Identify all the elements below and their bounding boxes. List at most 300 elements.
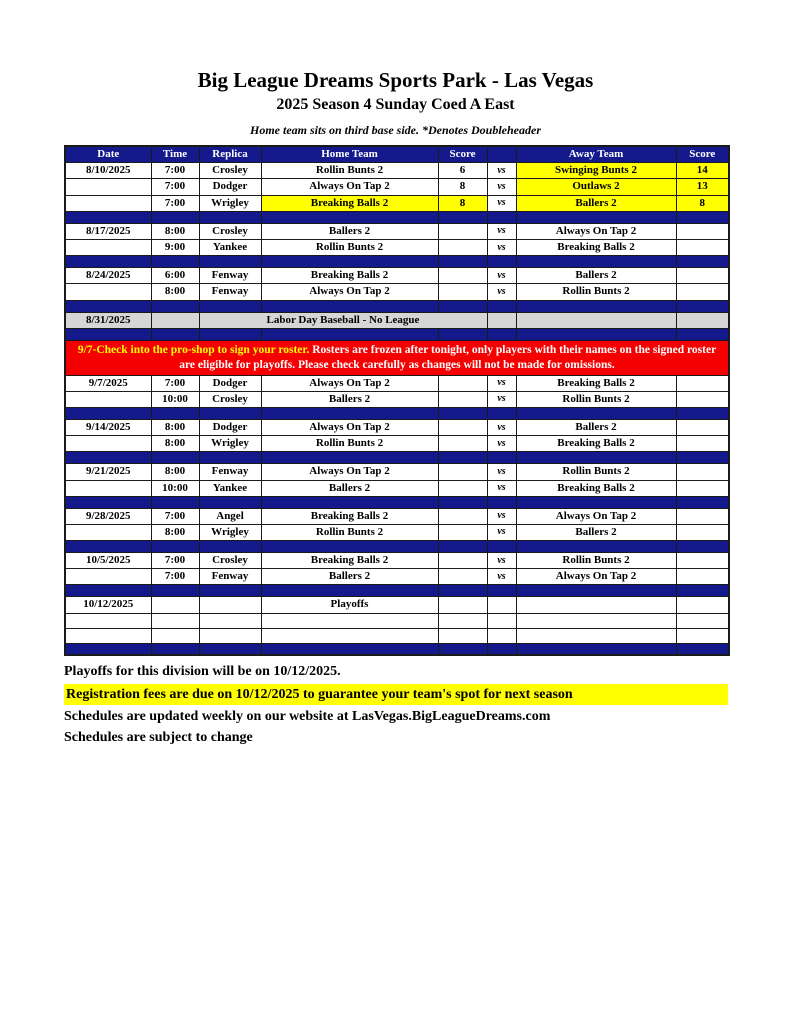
away-score-cell: 8	[676, 195, 729, 211]
divider-cell	[65, 300, 151, 312]
home-score-cell	[438, 268, 487, 284]
home-score-cell	[438, 628, 487, 643]
away-team-cell: Swinging Bunts 2	[516, 163, 676, 179]
divider-cell	[676, 496, 729, 508]
divider-cell	[438, 643, 487, 655]
divider-cell	[261, 328, 438, 340]
divider-cell	[676, 300, 729, 312]
divider-cell	[438, 452, 487, 464]
divider-cell	[438, 585, 487, 597]
divider-cell	[487, 541, 516, 553]
away-team-cell: Ballers 2	[516, 195, 676, 211]
schedule-body	[65, 163, 729, 655]
away-score-cell	[676, 436, 729, 452]
game-row	[65, 239, 729, 255]
time-cell: 7:00	[151, 508, 199, 524]
schedule-table	[64, 145, 730, 656]
game-row	[65, 436, 729, 452]
home-score-cell: 8	[438, 195, 487, 211]
replica-cell: Dodger	[199, 375, 261, 391]
time-cell: 7:00	[151, 179, 199, 195]
away-score-cell	[676, 312, 729, 328]
vs-cell: vs	[487, 375, 516, 391]
divider-cell	[151, 643, 199, 655]
divider-cell	[199, 585, 261, 597]
away-score-cell: 14	[676, 163, 729, 179]
away-score-cell	[676, 464, 729, 480]
home-team-cell: Rollin Bunts 2	[261, 524, 438, 540]
divider-cell	[487, 452, 516, 464]
vs-cell: vs	[487, 553, 516, 569]
column-header-replica: Replica	[199, 146, 261, 163]
home-score-cell	[438, 375, 487, 391]
playoffs-note: Playoffs for this division will be on 10/12/2025.	[64, 664, 341, 680]
home-score-cell	[438, 553, 487, 569]
away-score-cell	[676, 613, 729, 628]
away-team-cell: Always On Tap 2	[516, 508, 676, 524]
vs-cell	[487, 613, 516, 628]
vs-cell: vs	[487, 223, 516, 239]
divider-cell	[516, 300, 676, 312]
away-team-cell: Outlaws 2	[516, 179, 676, 195]
home-team-cell	[261, 628, 438, 643]
divider-cell	[438, 211, 487, 223]
vs-cell: vs	[487, 284, 516, 300]
divider-row	[65, 643, 729, 655]
vs-cell: vs	[487, 239, 516, 255]
roster-notice-text: Rosters are frozen after tonight, only players with their names on the signed roster are eligible for playoffs. Please check carefully as changes will not be made for omissions.	[179, 343, 717, 371]
away-score-cell	[676, 628, 729, 643]
time-cell: 7:00	[151, 195, 199, 211]
game-row	[65, 524, 729, 540]
time-cell: 8:00	[151, 419, 199, 435]
home-team-cell: Ballers 2	[261, 569, 438, 585]
column-header-date: Date	[65, 146, 151, 163]
time-cell: 7:00	[151, 163, 199, 179]
vs-cell: vs	[487, 436, 516, 452]
time-cell: 9:00	[151, 239, 199, 255]
game-row	[65, 179, 729, 195]
home-team-cell: Always On Tap 2	[261, 419, 438, 435]
time-cell: 10:00	[151, 480, 199, 496]
home-score-cell	[438, 613, 487, 628]
divider-row	[65, 585, 729, 597]
away-score-cell	[676, 284, 729, 300]
divider-cell	[151, 452, 199, 464]
away-score-cell	[676, 597, 729, 613]
header-row	[65, 146, 729, 163]
divider-cell	[676, 541, 729, 553]
divider-cell	[676, 211, 729, 223]
divider-cell	[438, 256, 487, 268]
divider-cell	[199, 496, 261, 508]
date-cell	[65, 284, 151, 300]
away-score-cell	[676, 268, 729, 284]
vs-cell: vs	[487, 163, 516, 179]
away-team-cell	[516, 597, 676, 613]
away-team-cell: Rollin Bunts 2	[516, 464, 676, 480]
game-row	[65, 268, 729, 284]
divider-cell	[65, 541, 151, 553]
divider-cell	[516, 407, 676, 419]
divider-cell	[487, 585, 516, 597]
home-team-cell: Breaking Balls 2	[261, 553, 438, 569]
game-row	[65, 223, 729, 239]
divider-cell	[261, 300, 438, 312]
column-header-time: Time	[151, 146, 199, 163]
divider-cell	[516, 452, 676, 464]
divider-cell	[65, 643, 151, 655]
vs-cell: vs	[487, 179, 516, 195]
divider-cell	[65, 585, 151, 597]
roster-notice-highlighted-text: 9/7-Check into the pro-shop to sign your roster.	[77, 343, 310, 356]
date-cell: 8/10/2025	[65, 163, 151, 179]
divider-cell	[199, 300, 261, 312]
vs-cell: vs	[487, 195, 516, 211]
column-header-score: Score	[676, 146, 729, 163]
time-cell	[151, 628, 199, 643]
divider-row	[65, 300, 729, 312]
divider-cell	[199, 643, 261, 655]
divider-cell	[438, 407, 487, 419]
replica-cell: Fenway	[199, 569, 261, 585]
away-team-cell: Ballers 2	[516, 419, 676, 435]
divider-cell	[487, 407, 516, 419]
away-team-cell: Breaking Balls 2	[516, 239, 676, 255]
replica-cell: Wrigley	[199, 436, 261, 452]
date-cell	[65, 195, 151, 211]
divider-cell	[516, 643, 676, 655]
divider-cell	[65, 211, 151, 223]
divider-cell	[151, 407, 199, 419]
away-team-cell: Rollin Bunts 2	[516, 284, 676, 300]
time-cell: 8:00	[151, 524, 199, 540]
home-score-cell	[438, 597, 487, 613]
replica-cell: Fenway	[199, 464, 261, 480]
divider-cell	[487, 300, 516, 312]
divider-cell	[516, 541, 676, 553]
divider-cell	[151, 541, 199, 553]
home-score-cell	[438, 239, 487, 255]
away-team-cell	[516, 628, 676, 643]
home-score-cell	[438, 569, 487, 585]
home-score-cell: 8	[438, 179, 487, 195]
home-team-cell: Always On Tap 2	[261, 284, 438, 300]
away-score-cell	[676, 480, 729, 496]
divider-cell	[261, 256, 438, 268]
column-header-home-team: Home Team	[261, 146, 438, 163]
away-score-cell	[676, 239, 729, 255]
home-score-cell	[438, 480, 487, 496]
away-score-cell	[676, 553, 729, 569]
replica-cell: Fenway	[199, 284, 261, 300]
replica-cell	[199, 628, 261, 643]
home-score-cell	[438, 419, 487, 435]
time-cell: 8:00	[151, 464, 199, 480]
game-row	[65, 163, 729, 179]
home-team-cell: Ballers 2	[261, 223, 438, 239]
replica-cell: Crosley	[199, 163, 261, 179]
divider-cell	[65, 496, 151, 508]
date-cell: 9/28/2025	[65, 508, 151, 524]
empty-row	[65, 628, 729, 643]
divider-cell	[676, 585, 729, 597]
time-cell: 8:00	[151, 284, 199, 300]
home-team-cell: Ballers 2	[261, 480, 438, 496]
away-team-cell: Breaking Balls 2	[516, 436, 676, 452]
page-subtitle: 2025 Season 4 Sunday Coed A East	[276, 96, 515, 113]
divider-cell	[261, 496, 438, 508]
divider-row	[65, 407, 729, 419]
vs-cell: vs	[487, 464, 516, 480]
website-note: Schedules are updated weekly on our website at LasVegas.BigLeagueDreams.com	[64, 709, 551, 725]
away-score-cell	[676, 524, 729, 540]
divider-cell	[261, 452, 438, 464]
home-team-cell: Rollin Bunts 2	[261, 436, 438, 452]
divider-cell	[151, 256, 199, 268]
divider-cell	[261, 541, 438, 553]
vs-cell: vs	[487, 508, 516, 524]
divider-cell	[65, 452, 151, 464]
home-team-cell: Always On Tap 2	[261, 464, 438, 480]
footer-notes	[64, 663, 728, 746]
home-score-cell: 6	[438, 163, 487, 179]
column-header-score: Score	[438, 146, 487, 163]
home-team-cell: Rollin Bunts 2	[261, 163, 438, 179]
playoffs-label-cell: Playoffs	[261, 597, 438, 613]
empty-row	[65, 613, 729, 628]
divider-cell	[487, 643, 516, 655]
game-row	[65, 195, 729, 211]
game-row	[65, 391, 729, 407]
divider-cell	[261, 407, 438, 419]
game-row	[65, 569, 729, 585]
vs-cell	[487, 597, 516, 613]
replica-cell: Crosley	[199, 553, 261, 569]
time-cell: 8:00	[151, 223, 199, 239]
date-cell	[65, 613, 151, 628]
game-row	[65, 508, 729, 524]
date-cell	[65, 569, 151, 585]
away-team-cell: Always On Tap 2	[516, 223, 676, 239]
divider-cell	[487, 256, 516, 268]
registration-note: Registration fees are due on 10/12/2025 to guarantee your team's spot for next season	[64, 684, 728, 706]
home-score-cell	[438, 508, 487, 524]
home-team-cell: Breaking Balls 2	[261, 508, 438, 524]
away-score-cell	[676, 391, 729, 407]
away-score-cell	[676, 223, 729, 239]
event-row	[65, 312, 729, 328]
divider-cell	[516, 496, 676, 508]
divider-row	[65, 328, 729, 340]
home-score-cell	[438, 223, 487, 239]
notice-row	[65, 340, 729, 375]
divider-cell	[151, 328, 199, 340]
date-cell	[65, 480, 151, 496]
game-row	[65, 375, 729, 391]
divider-row	[65, 211, 729, 223]
time-cell: 8:00	[151, 436, 199, 452]
away-team-cell: Rollin Bunts 2	[516, 391, 676, 407]
divider-cell	[487, 328, 516, 340]
away-team-cell	[516, 613, 676, 628]
vs-cell	[487, 312, 516, 328]
replica-cell: Dodger	[199, 179, 261, 195]
date-cell: 8/31/2025	[65, 312, 151, 328]
divider-row	[65, 541, 729, 553]
divider-cell	[438, 541, 487, 553]
divider-cell	[261, 643, 438, 655]
away-team-cell: Breaking Balls 2	[516, 375, 676, 391]
divider-cell	[199, 211, 261, 223]
time-cell: 7:00	[151, 375, 199, 391]
divider-cell	[438, 496, 487, 508]
replica-cell	[199, 597, 261, 613]
replica-cell: Yankee	[199, 480, 261, 496]
replica-cell	[199, 613, 261, 628]
game-row	[65, 284, 729, 300]
column-header-vs	[487, 146, 516, 163]
home-team-cell: Rollin Bunts 2	[261, 239, 438, 255]
divider-cell	[676, 643, 729, 655]
divider-cell	[151, 585, 199, 597]
divider-row	[65, 452, 729, 464]
date-cell: 9/21/2025	[65, 464, 151, 480]
away-team-cell	[516, 312, 676, 328]
home-score-cell	[438, 524, 487, 540]
home-team-cell: Ballers 2	[261, 391, 438, 407]
divider-cell	[516, 211, 676, 223]
away-team-cell: Always On Tap 2	[516, 569, 676, 585]
divider-cell	[676, 256, 729, 268]
divider-cell	[65, 328, 151, 340]
home-team-cell: Always On Tap 2	[261, 179, 438, 195]
game-row	[65, 480, 729, 496]
divider-cell	[487, 496, 516, 508]
roster-notice-cell	[65, 340, 729, 375]
vs-cell: vs	[487, 569, 516, 585]
divider-cell	[199, 541, 261, 553]
divider-cell	[199, 452, 261, 464]
divider-cell	[65, 407, 151, 419]
home-score-cell	[438, 391, 487, 407]
replica-cell: Crosley	[199, 391, 261, 407]
away-score-cell	[676, 375, 729, 391]
time-cell	[151, 597, 199, 613]
divider-cell	[65, 256, 151, 268]
divider-row	[65, 496, 729, 508]
date-cell: 8/24/2025	[65, 268, 151, 284]
column-header-away-team: Away Team	[516, 146, 676, 163]
away-team-cell: Rollin Bunts 2	[516, 553, 676, 569]
date-cell: 10/12/2025	[65, 597, 151, 613]
home-team-cell: Breaking Balls 2	[261, 268, 438, 284]
home-score-cell	[438, 464, 487, 480]
home-team-cell: Breaking Balls 2	[261, 195, 438, 211]
home-score-cell	[438, 436, 487, 452]
time-cell: 6:00	[151, 268, 199, 284]
date-cell	[65, 436, 151, 452]
divider-cell	[199, 328, 261, 340]
divider-cell	[516, 256, 676, 268]
date-cell	[65, 524, 151, 540]
home-team-cell	[261, 613, 438, 628]
divider-cell	[151, 300, 199, 312]
divider-cell	[261, 211, 438, 223]
time-cell: 7:00	[151, 569, 199, 585]
divider-cell	[151, 496, 199, 508]
game-row	[65, 553, 729, 569]
date-cell: 10/5/2025	[65, 553, 151, 569]
replica-cell: Dodger	[199, 419, 261, 435]
date-cell	[65, 391, 151, 407]
divider-cell	[199, 256, 261, 268]
replica-cell: Fenway	[199, 268, 261, 284]
replica-cell: Yankee	[199, 239, 261, 255]
divider-cell	[151, 211, 199, 223]
time-cell: 7:00	[151, 553, 199, 569]
home-team-cell: Always On Tap 2	[261, 375, 438, 391]
divider-cell	[487, 211, 516, 223]
replica-cell: Angel	[199, 508, 261, 524]
home-score-cell	[438, 284, 487, 300]
away-score-cell	[676, 419, 729, 435]
away-team-cell: Ballers 2	[516, 524, 676, 540]
divider-cell	[199, 407, 261, 419]
vs-cell: vs	[487, 391, 516, 407]
divider-cell	[676, 452, 729, 464]
away-score-cell: 13	[676, 179, 729, 195]
vs-cell: vs	[487, 480, 516, 496]
divider-cell	[516, 585, 676, 597]
replica-cell: Wrigley	[199, 524, 261, 540]
game-row	[65, 419, 729, 435]
vs-cell: vs	[487, 524, 516, 540]
date-cell	[65, 628, 151, 643]
vs-cell: vs	[487, 419, 516, 435]
date-cell: 9/7/2025	[65, 375, 151, 391]
date-cell: 9/14/2025	[65, 419, 151, 435]
divider-cell	[438, 328, 487, 340]
subject-to-change-note: Schedules are subject to change	[64, 729, 253, 745]
game-row	[65, 464, 729, 480]
divider-cell	[676, 328, 729, 340]
time-cell: 10:00	[151, 391, 199, 407]
replica-cell: Wrigley	[199, 195, 261, 211]
divider-row	[65, 256, 729, 268]
date-cell: 8/17/2025	[65, 223, 151, 239]
divider-cell	[516, 328, 676, 340]
home-team-note: Home team sits on third base side. *Denotes Doubleheader	[250, 123, 541, 137]
time-cell	[151, 312, 199, 328]
away-team-cell: Ballers 2	[516, 268, 676, 284]
away-score-cell	[676, 508, 729, 524]
divider-cell	[438, 300, 487, 312]
vs-cell: vs	[487, 268, 516, 284]
away-score-cell	[676, 569, 729, 585]
vs-cell	[487, 628, 516, 643]
playoffs-row	[65, 597, 729, 613]
date-cell	[65, 239, 151, 255]
event-label-cell: Labor Day Baseball - No League	[199, 312, 487, 328]
page-title: Big League Dreams Sports Park - Las Vegas	[197, 68, 594, 92]
date-cell	[65, 179, 151, 195]
divider-cell	[261, 585, 438, 597]
time-cell	[151, 613, 199, 628]
away-team-cell: Breaking Balls 2	[516, 480, 676, 496]
divider-cell	[676, 407, 729, 419]
replica-cell: Crosley	[199, 223, 261, 239]
